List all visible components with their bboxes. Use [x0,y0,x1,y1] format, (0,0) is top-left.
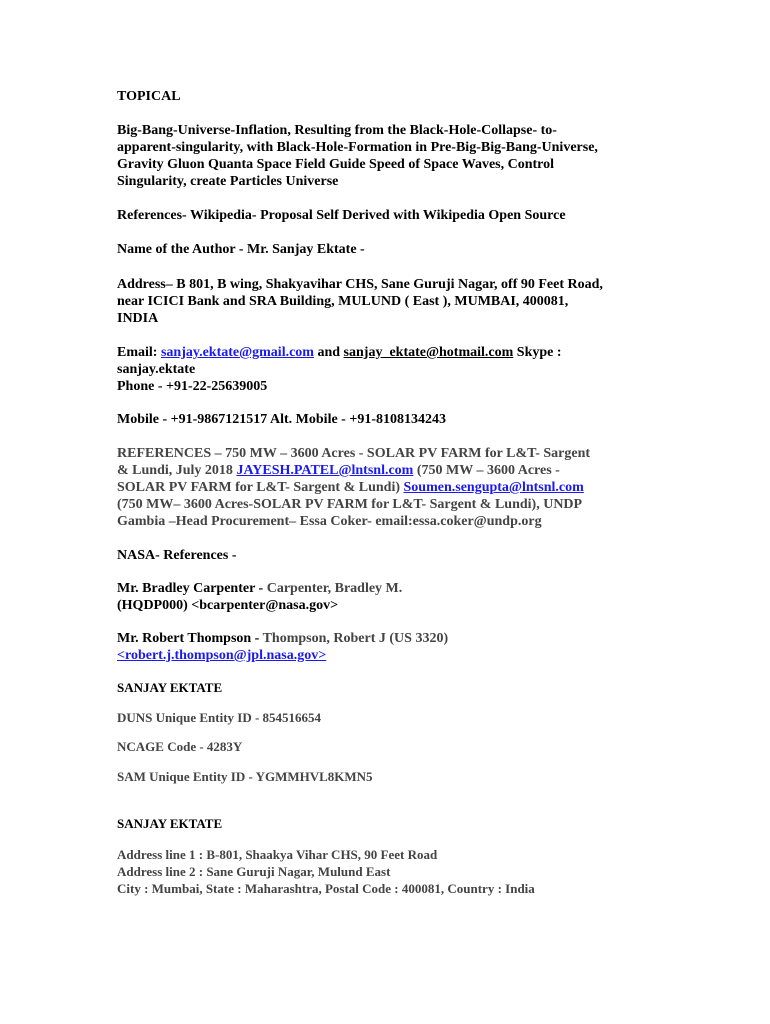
footer-address-line-3: City : Mumbai, State : Maharashtra, Postal Code : 400081, Country : India [117,881,535,896]
email-link-gmail[interactable]: sanjay.ektate@gmail.com [160,345,314,360]
email-link-hotmail[interactable]: sanjay_ektate@hotmail.com [343,345,514,360]
author-line: Name of the Author - Mr. Sanjay Ektate - [117,242,365,257]
thompson-email-link[interactable]: <robert.j.thompson@jpl.nasa.gov> [117,648,327,663]
sam-id: SAM Unique Entity ID - YGMMHVL8KMN5 [117,769,373,784]
email-and: and [313,345,344,360]
nasa-ref-2-detail: Thompson, Robert J (US 3320) [262,631,449,646]
solar-ref-text: & Lundi, July 2018 [117,463,237,478]
title-line-1: Big-Bang-Universe-Inflation, Resulting from the Black-Hole-Collapse- to- [117,123,557,138]
duns-id: DUNS Unique Entity ID - 854516654 [117,710,322,725]
nasa-ref-1-line-1 [117,580,402,597]
ids-name: SANJAY EKTATE [117,680,223,695]
phone-line: Phone - +91-22-25639005 [117,379,268,394]
footer-address-line-1: Address line 1 : B-801, Shaakya Vihar CHS, 90 Feet Road [117,847,438,862]
nasa-ref-1-name: Mr. Bradley Carpenter - [117,581,267,596]
topical-heading: TOPICAL [117,89,181,104]
ncage-code: NCAGE Code - 4283Y [117,739,243,754]
title-line-3: Gravity Gluon Quanta Space Field Guide Speed of Space Waves, Control [117,157,555,172]
nasa-ref-2-link[interactable] [117,647,326,664]
solar-ref-line-1: REFERENCES – 750 MW – 3600 Acres - SOLAR PV FARM for L&T- Sargent [117,446,591,461]
solar-ref-line-2 [117,462,560,479]
skype-value: sanjay.ektate [117,362,196,377]
solar-ref-line-5: Gambia –Head Procurement– Essa Coker- email:essa.coker@undp.org [117,514,542,529]
solar-ref-line-3 [117,479,584,496]
title-line-2: apparent-singularity, with Black-Hole-Formation in Pre-Big-Big-Bang-Universe, [117,140,598,155]
footer-name: SANJAY EKTATE [117,816,223,831]
nasa-ref-2-name: Mr. Robert Thompson - [117,631,263,646]
jayesh-email-link[interactable]: JAYESH.PATEL@lntsnl.com [236,463,414,478]
footer-address-line-2: Address line 2 : Sane Guruji Nagar, Mulund East [117,864,391,879]
mobile-line: Mobile - +91-9867121517 Alt. Mobile - +91-8108134243 [117,412,446,427]
nasa-ref-1-line-2: (HQDP000) <bcarpenter@nasa.gov> [117,598,339,613]
solar-ref-line-4: (750 MW– 3600 Acres-SOLAR PV FARM for L&T- Sargent & Lundi), UNDP [117,497,583,512]
address-line-3: INDIA [117,311,159,326]
soumen-email-link[interactable]: Soumen.sengupta@lntsnl.com [403,480,584,495]
email-label: Email: [117,345,161,360]
references-line: References- Wikipedia- Proposal Self Derived with Wikipedia Open Source [117,208,566,223]
nasa-ref-1-detail: Carpenter, Bradley M. [266,581,403,596]
nasa-heading: NASA- References - [117,548,237,563]
email-line [117,344,562,361]
solar-ref-text-3: SOLAR PV FARM for L&T- Sargent & Lundi) [117,480,404,495]
address-line-2: near ICICI Bank and SRA Building, MULUND ( East ), MUMBAI, 400081, [117,294,569,309]
solar-ref-text-2: (750 MW – 3600 Acres - [413,463,560,478]
title-line-4: Singularity, create Particles Universe [117,174,339,189]
address-line-1: Address– B 801, B wing, Shakyavihar CHS, Sane Guruji Nagar, off 90 Feet Road, [117,277,603,292]
skype-label: Skype : [513,345,562,360]
nasa-ref-2-line-1 [117,630,448,647]
